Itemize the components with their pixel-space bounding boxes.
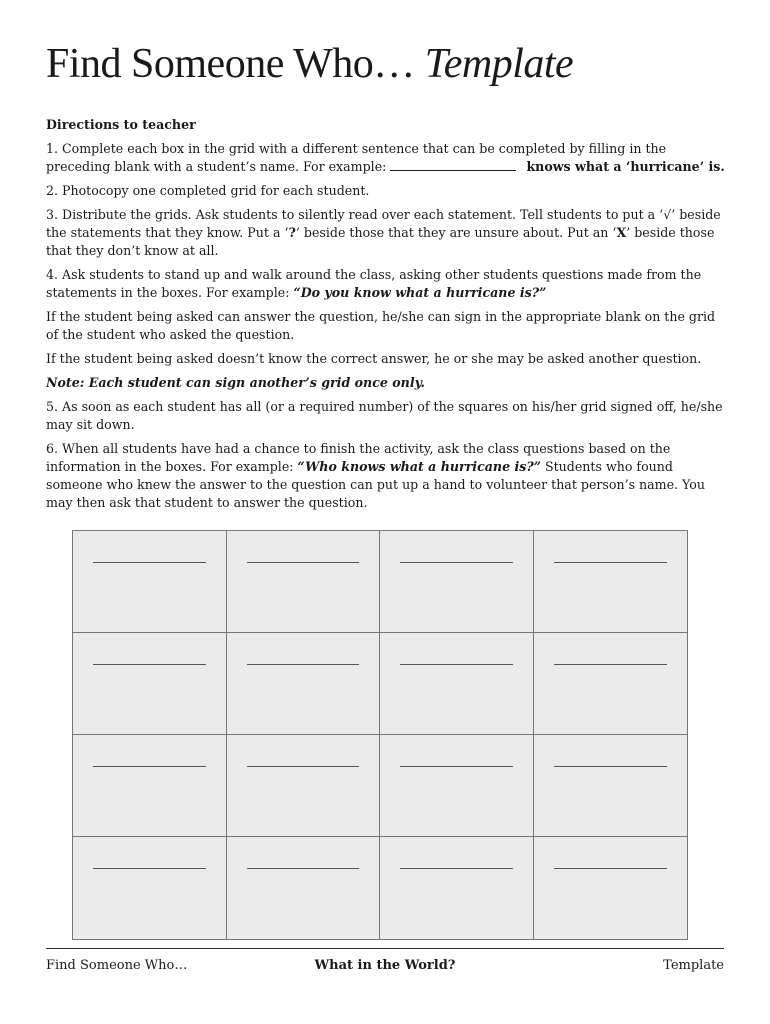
grid-cell[interactable] (534, 633, 688, 735)
grid-cell[interactable] (227, 735, 381, 837)
name-blank-line (247, 664, 360, 665)
footer-left-text: Find Someone Who… (46, 958, 188, 973)
check-mark-symbol: √ (663, 207, 672, 222)
grid-cell[interactable] (380, 633, 534, 735)
title-italic: Template (424, 41, 574, 87)
grid-cell[interactable] (227, 531, 381, 633)
name-blank-line (554, 766, 668, 767)
name-blank-line (93, 664, 206, 665)
grid-cell[interactable] (534, 531, 688, 633)
step-4-example: “Do you know what a hurricane is?” (293, 285, 547, 300)
grid-cell[interactable] (227, 837, 381, 939)
step-6-example: “Who knows what a hurricane is?” (297, 459, 541, 474)
footer-center-text: What in the World? (314, 958, 456, 973)
directions-heading: Directions to teacher (46, 117, 196, 132)
step-3: 3. Distribute the grids. Ask students to silently read over each statement. Tell students to put a ‘√’ beside the statements that they know. Put a ‘?’ beside those that they are unsure about. Put an ‘X’ beside those that they don’t know at all. (46, 207, 721, 258)
paragraph-sign: If the student being asked can answer the question, he/she can sign in the appropriate blank on the grid of the student who asked the question. (46, 309, 716, 342)
directions-section (46, 116, 726, 518)
name-blank-line (400, 664, 513, 665)
name-blank-line (247, 868, 360, 869)
name-blank-line (247, 562, 360, 563)
paragraph-another-question: If the student being asked doesn’t know the correct answer, he or she may be asked another question. (46, 351, 702, 366)
note: Note: Each student can sign another’s grid once only. (46, 375, 425, 390)
name-blank-line (554, 664, 668, 665)
step-4: 4. Ask students to stand up and walk around the class, asking other students questions made from the statements in the boxes. For example: “Do you know what a hurricane is?” (46, 267, 702, 300)
x-mark-symbol: X (616, 225, 627, 240)
find-someone-grid (72, 530, 688, 940)
step-2: 2. Photocopy one completed grid for each student. (46, 183, 370, 198)
name-blank-line (93, 562, 206, 563)
step-6: 6. When all students have had a chance to finish the activity, ask the class questions based on the information in the boxes. For example: “Who knows what a hurricane is?” Students who found someone who knew the answer to the question can put up a hand to volunteer that person’s name. You may then ask that student to answer the question. (46, 441, 705, 510)
grid-cell[interactable] (534, 735, 688, 837)
step-5: 5. As soon as each student has all (or a required number) of the squares on his/her grid signed off, he/she may sit down. (46, 399, 723, 432)
grid-cell[interactable] (380, 735, 534, 837)
grid-cell[interactable] (73, 837, 227, 939)
page-footer (46, 958, 724, 978)
name-blank-line (93, 766, 206, 767)
grid-cell[interactable] (380, 531, 534, 633)
grid-cell[interactable] (73, 735, 227, 837)
step-1: 1. Complete each box in the grid with a different sentence that can be completed by filling in the preceding blank with a student’s name. For example: knows what a ‘hurricane’ is. (46, 141, 725, 174)
name-blank-line (93, 868, 206, 869)
grid-cell[interactable] (227, 633, 381, 735)
grid-cell[interactable] (380, 837, 534, 939)
title-main: Find Someone Who… (46, 41, 415, 87)
step-1-example: knows what a ‘hurricane’ is. (526, 159, 725, 174)
question-mark-symbol: ? (288, 225, 296, 240)
name-blank-line (400, 868, 513, 869)
grid-cell[interactable] (73, 633, 227, 735)
footer-divider (46, 948, 724, 949)
footer-right-text: Template (663, 958, 724, 973)
name-blank-line (554, 562, 668, 563)
name-blank-line (400, 766, 513, 767)
name-blank-line (247, 766, 360, 767)
name-blank-line (400, 562, 513, 563)
example-blank-line (390, 159, 516, 171)
grid-cell[interactable] (534, 837, 688, 939)
name-blank-line (554, 868, 668, 869)
grid-cell[interactable] (73, 531, 227, 633)
page-title (46, 40, 573, 88)
